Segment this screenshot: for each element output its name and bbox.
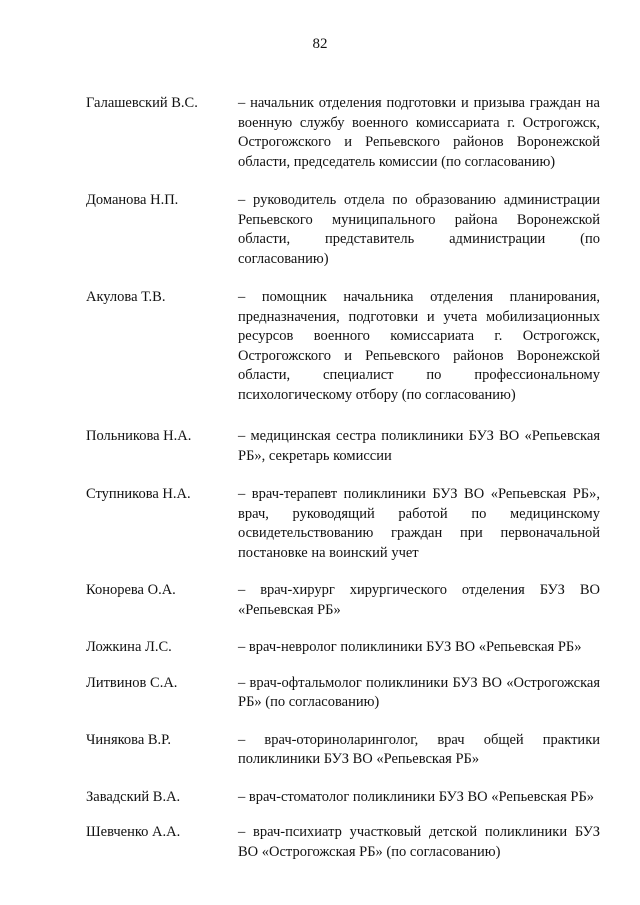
- member-row: [86, 485, 600, 563]
- member-role: – врач-офтальмолог поликлиники БУЗ ВО «Острогожская РБ» (по согласованию): [238, 674, 600, 710]
- member-role: – руководитель отдела по образованию администрации Репьевского муниципального района Воронежской области, представитель администрации (по согласованию): [238, 192, 600, 267]
- member-role: – врач-хирург хирургического отделения БУЗ ВО «Репьевская РБ»: [238, 582, 600, 618]
- member-row: [86, 288, 600, 405]
- member-row: [86, 94, 600, 172]
- member-role: – врач-стоматолог поликлиники БУЗ ВО «Репьевская РБ»: [238, 788, 595, 805]
- member-name: Акулова Т.В.: [86, 289, 166, 305]
- member-name: Чинякова В.Р.: [86, 731, 172, 748]
- member-row: [86, 823, 600, 862]
- member-name: Шевченко А.А.: [86, 824, 181, 840]
- member-role: – врач-оториноларинголог, врач общей практики поликлиники БУЗ ВО «Репьевская РБ»: [238, 731, 600, 767]
- member-row: [86, 581, 600, 620]
- member-row: [86, 427, 600, 466]
- member-row: [86, 191, 600, 269]
- member-role: – врач-психиатр участковый детской поликлиники БУЗ ВО «Острогожская РБ» (по согласованию): [238, 824, 600, 860]
- member-name: Завадский В.А.: [86, 788, 181, 805]
- commission-member-list: [86, 94, 600, 862]
- member-role: – врач-терапевт поликлиники БУЗ ВО «Репьевская РБ», врач, руководящий работой по медицинскому освидетельствованию граждан при первоначальной постановке на воинский учет: [238, 486, 600, 561]
- member-name: Конорева О.А.: [86, 582, 176, 598]
- member-role: – помощник начальника отделения планирования, предназначения, подготовки и учета мобилизационных ресурсов военного комиссариата г. Острогожск, Острогожского и Репьевского районов Воронежской области, специалист по профессиональному психологическому отбору (по согласованию): [238, 289, 600, 403]
- member-role: – врач-невролог поликлиники БУЗ ВО «Репьевская РБ»: [238, 639, 582, 655]
- member-name: Польникова Н.А.: [86, 428, 192, 444]
- member-name: Ложкина Л.С.: [86, 639, 172, 655]
- page-number: 82: [312, 36, 328, 52]
- member-row: [86, 731, 600, 770]
- member-name: Литвинов С.А.: [86, 674, 178, 691]
- member-row: [86, 674, 600, 713]
- member-role: – начальник отделения подготовки и призыва граждан на военную службу военного комиссариата г. Острогожск, Острогожского и Репьевского районов Воронежской области, председатель комиссии (по согласованию): [238, 95, 600, 170]
- member-role: – медицинская сестра поликлиники БУЗ ВО «Репьевская РБ», секретарь комиссии: [238, 428, 600, 464]
- member-name: Доманова Н.П.: [86, 192, 179, 208]
- member-row: [86, 788, 600, 808]
- member-name: Галашевский В.С.: [86, 95, 198, 111]
- member-row: [86, 638, 600, 658]
- member-name: Ступникова Н.А.: [86, 486, 191, 502]
